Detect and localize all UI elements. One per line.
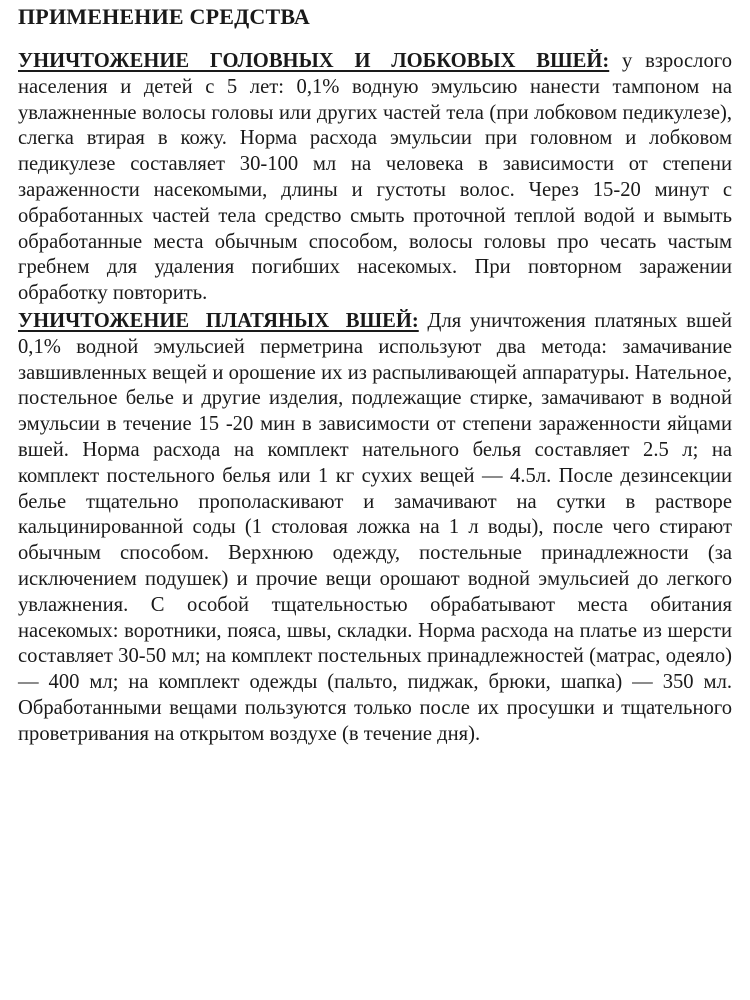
section-body-lice — [18, 309, 732, 748]
section-body-head-pubic-lice: у взрослого населения и детей с 5 лет: 0,1% водную эмульсию нанести тампоном на увлажненные волосы головы или других частей тела (при лобковом педикулезе), слегка втирая в кожу. Норма расхода эмульсии при головном и лобковом педикулезе составляет 30-100 мл на человека в зависимости от степени зараженности насекомыми, длины и густоты волос. Через 15-20 минут с обработанных частей тела средство смыть проточной теплой водой и вымыть обработанные места обычным способом, волосы головы про чесать частым гребнем для удаления погибших насекомых. При повторном заражении обработку повторить. — [18, 50, 732, 305]
section-body-body-lice: Для уничтожения платяных вшей 0,1% водной эмульсией перметрина используют два метода: замачивание завшивленных вещей и орошение их из распыливающей аппаратуры. Нательное, постельное белье и другие изделия, подлежащие стирке, замачивают в водной эмульсии в течение 15 -20 мин в зависимости от степени зараженности яйцами вшей. Норма расхода на комплект нательного белья составляет 2.5 л; на комплект постельного белья или 1 кг сухих вещей — 4.5л. После дезинсекции белье тщательно прополаскивают и замачивают на сутки в растворе кальцинированной соды (1 столовая ложка на 1 л воды), после чего стирают обычным способом. Верхнюю одежду, постельные принадлежности (за исключением подушек) и прочие вещи орошают водной эмульсией до легкого увлажнения. С особой тщательностью обрабатывают места обитания насекомых: воротники, пояса, швы, складки. Норма расхода на платье из шерсти составляет 30-50 мл; на комплект постельных принадлежностей (матрас, одеяло) — 400 мл; на комплект одежды (пальто, пиджак, брюки, шапка) — 350 мл. Обработанными вещами пользуются только после их просушки и тщательного проветривания на открытом воздухе (в течение дня). — [18, 309, 732, 745]
section-head-pubic-lice — [18, 49, 732, 307]
document-title: ПРИМЕНЕНИЕ СРЕДСТВА — [18, 4, 310, 29]
section-heading-body-lice: УНИЧТОЖЕНИЕ ПЛАТЯНЫХ ВШЕЙ: — [18, 309, 419, 332]
section-heading-head-pubic-lice: УНИЧТОЖЕНИЕ ГОЛОВНЫХ И ЛОБКОВЫХ ВШЕЙ: — [18, 50, 610, 72]
